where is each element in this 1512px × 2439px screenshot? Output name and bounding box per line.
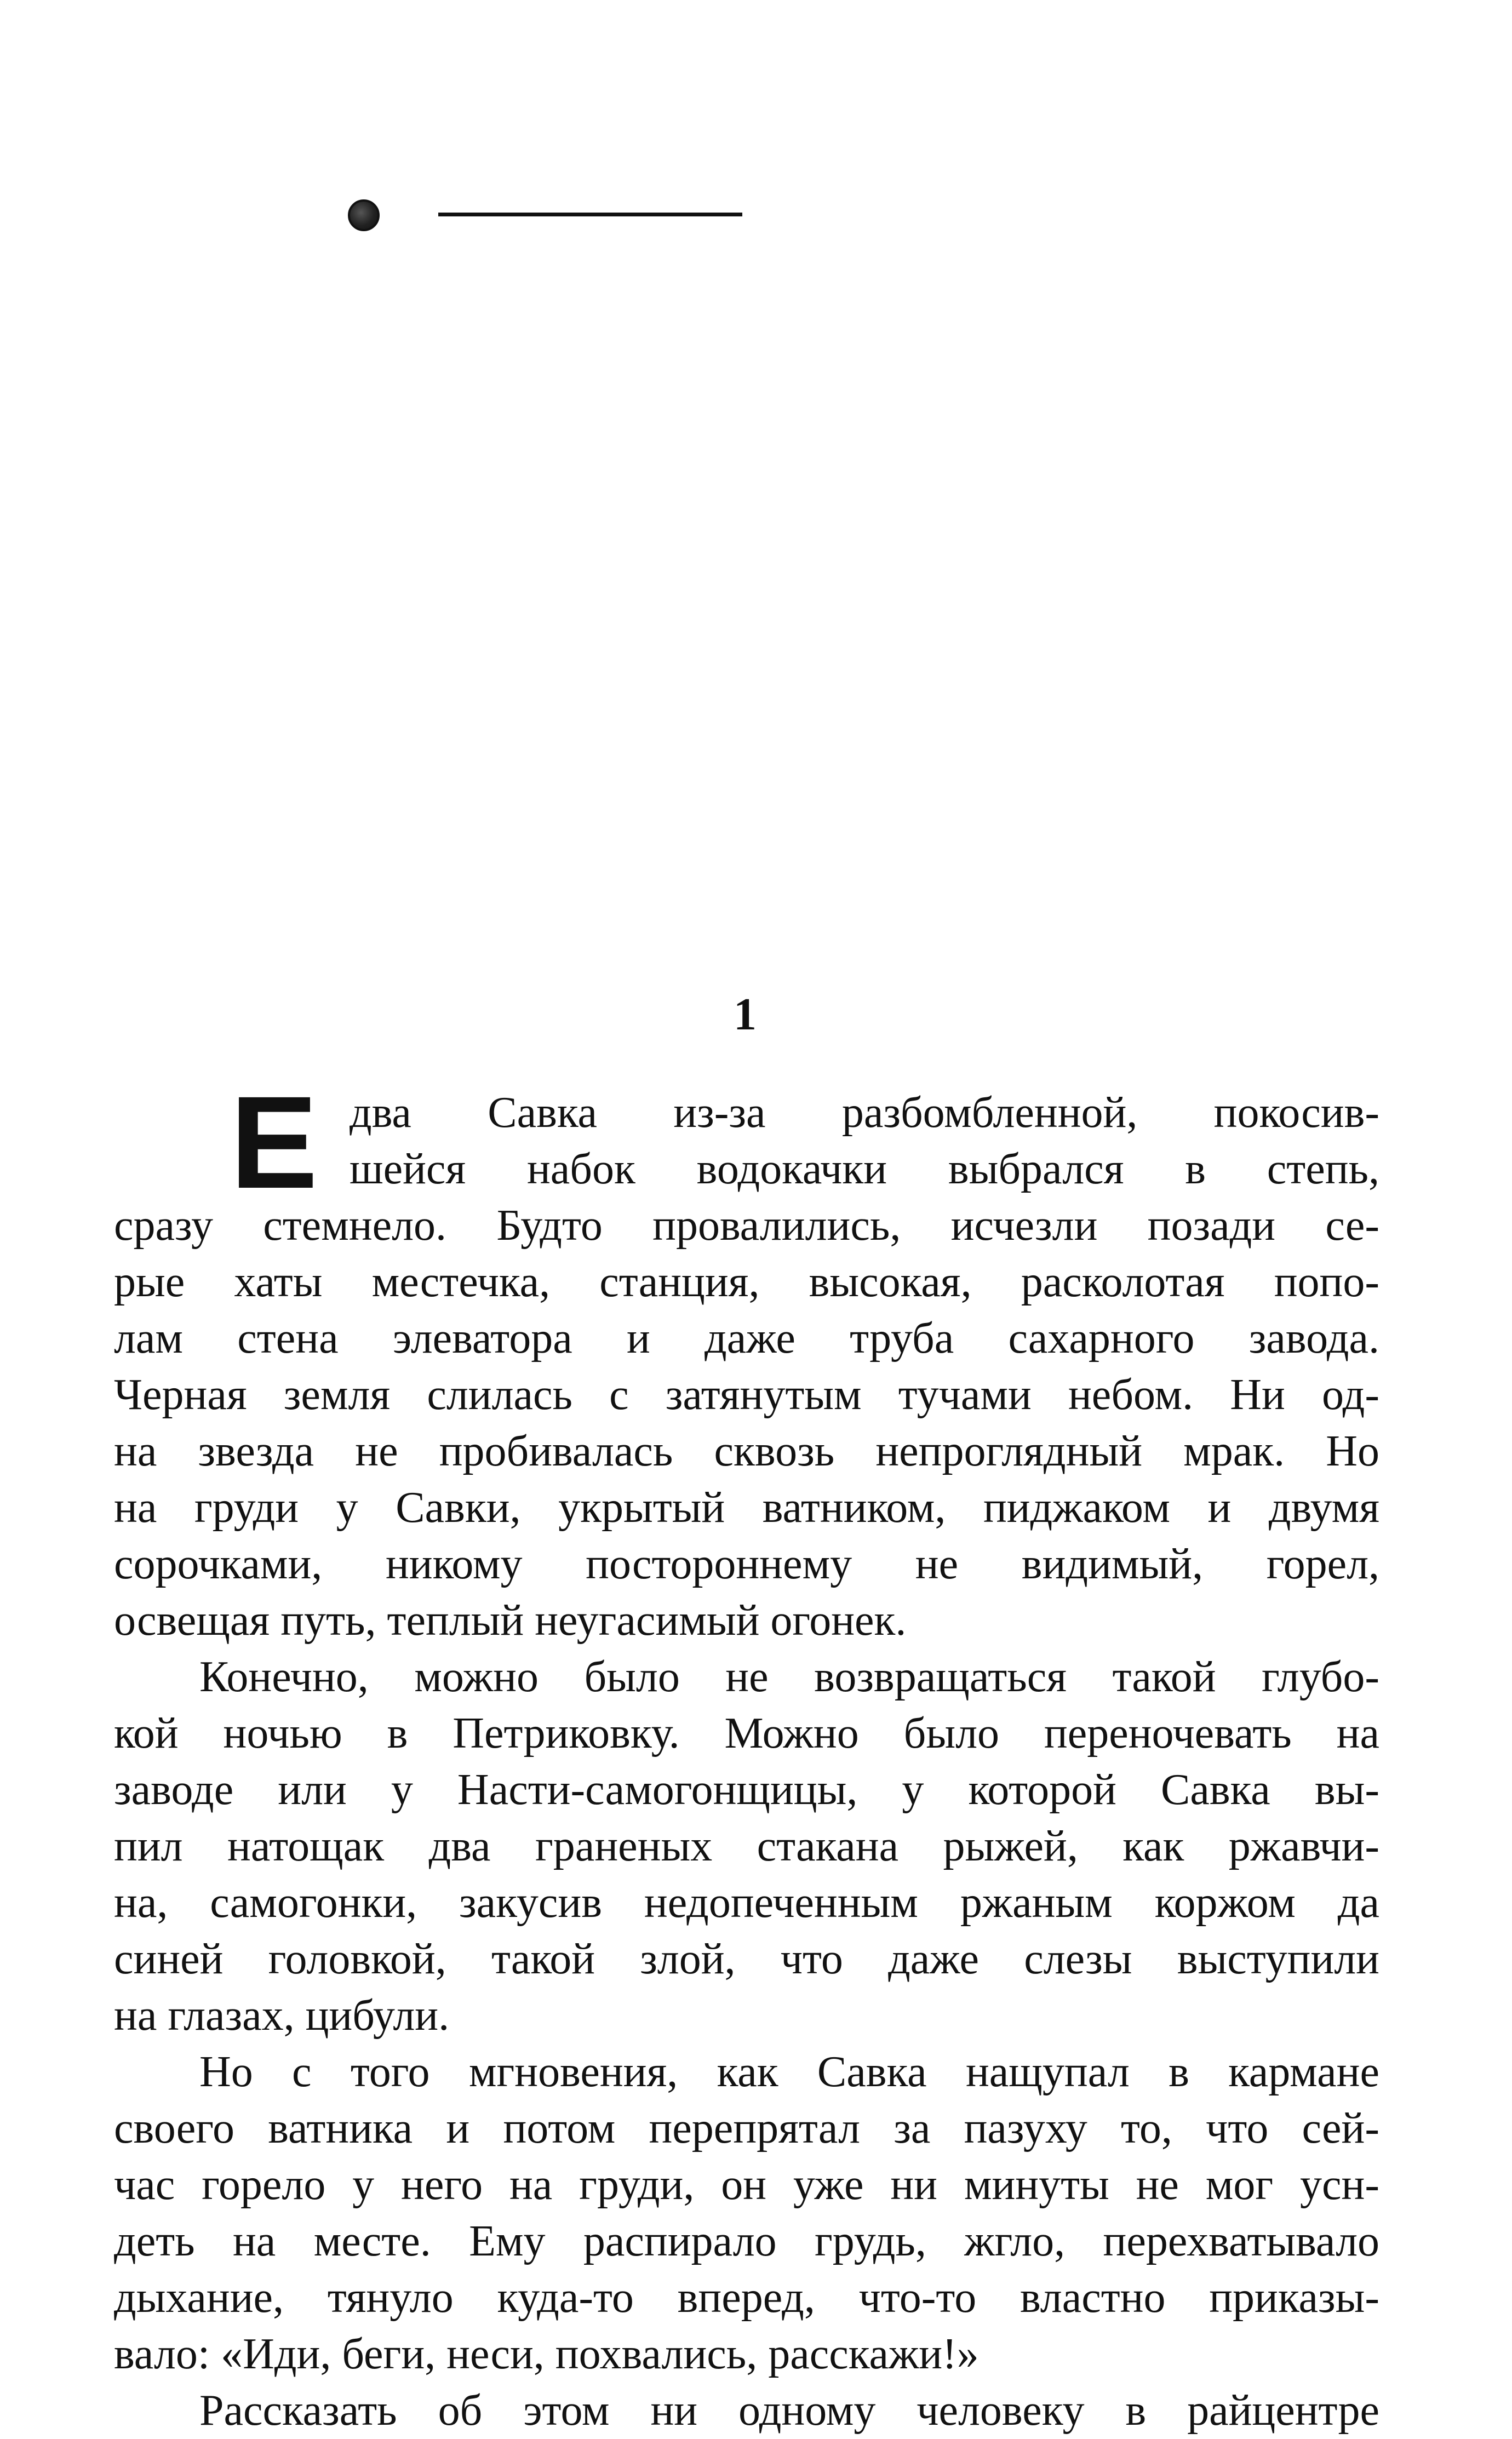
text-line: деть на месте. Ему распирало грудь, жгло, перехватывало [114, 2217, 1379, 2265]
text-line: на, самогонки, закусив недопеченным ржаным коржом да [114, 1879, 1379, 1927]
text-line: заводе или у Насти-самогонщицы, у которой Савка вы- [114, 1766, 1379, 1814]
text-line: синей головкой, такой злой, что даже слезы выступили [114, 1935, 1379, 1983]
text-line: сорочками, никому постороннему не видимый, горел, [114, 1540, 1379, 1588]
ornament-rule [438, 213, 742, 216]
chapter-ornament [348, 198, 742, 231]
text-line: своего ватника и потом перепрятал за пазуху то, что сей- [114, 2104, 1379, 2152]
body-text [114, 1069, 1379, 2439]
text-line: два Савка из-за разбомбленной, покосив- [350, 1089, 1379, 1137]
text-line: рые хаты местечка, станция, высокая, расколотая попо- [114, 1258, 1379, 1306]
text-line: на глазах, цибули. [114, 1991, 450, 2040]
text-line: на звезда не пробивалась сквозь непроглядный мрак. Но [114, 1427, 1379, 1475]
text-line: лам стена элеватора и даже труба сахарного завода. [114, 1314, 1379, 1362]
text-line: час горело у него на груди, он уже ни минуты не мог усн- [114, 2161, 1379, 2209]
text-line: пил натощак два граненых стакана рыжей, как ржавчи- [114, 1822, 1379, 1870]
text-line: шейся набок водокачки выбрался в степь, [350, 1145, 1379, 1193]
text-line: кой ночью в Петриковку. Можно было переночевать на [114, 1709, 1379, 1757]
text-line: Но с того мгновения, как Савка нащупал в кармане [199, 2048, 1379, 2096]
text-line: Черная земля слилась с затянутым тучами небом. Ни од- [114, 1371, 1379, 1419]
text-line: освещая путь, теплый неугасимый огонек. [114, 1596, 907, 1645]
ornament-dot [348, 199, 380, 231]
text-line: вало: «Иди, беги, неси, похвались, расскажи!» [114, 2330, 979, 2378]
text-line: дыхание, тянуло куда-то вперед, что-то властно приказы- [114, 2274, 1379, 2322]
text-line: Рассказать об этом ни одному человеку в райцентре [199, 2386, 1379, 2435]
drop-cap: Е [230, 1069, 318, 1216]
text-line: сразу стемнело. Будто провалились, исчезли позади се- [114, 1201, 1379, 1250]
text-line: Конечно, можно было не возвращаться такой глубо- [199, 1653, 1379, 1701]
chapter-number: 1 [734, 989, 757, 1040]
text-line: на груди у Савки, укрытый ватником, пиджаком и двумя [114, 1484, 1379, 1532]
